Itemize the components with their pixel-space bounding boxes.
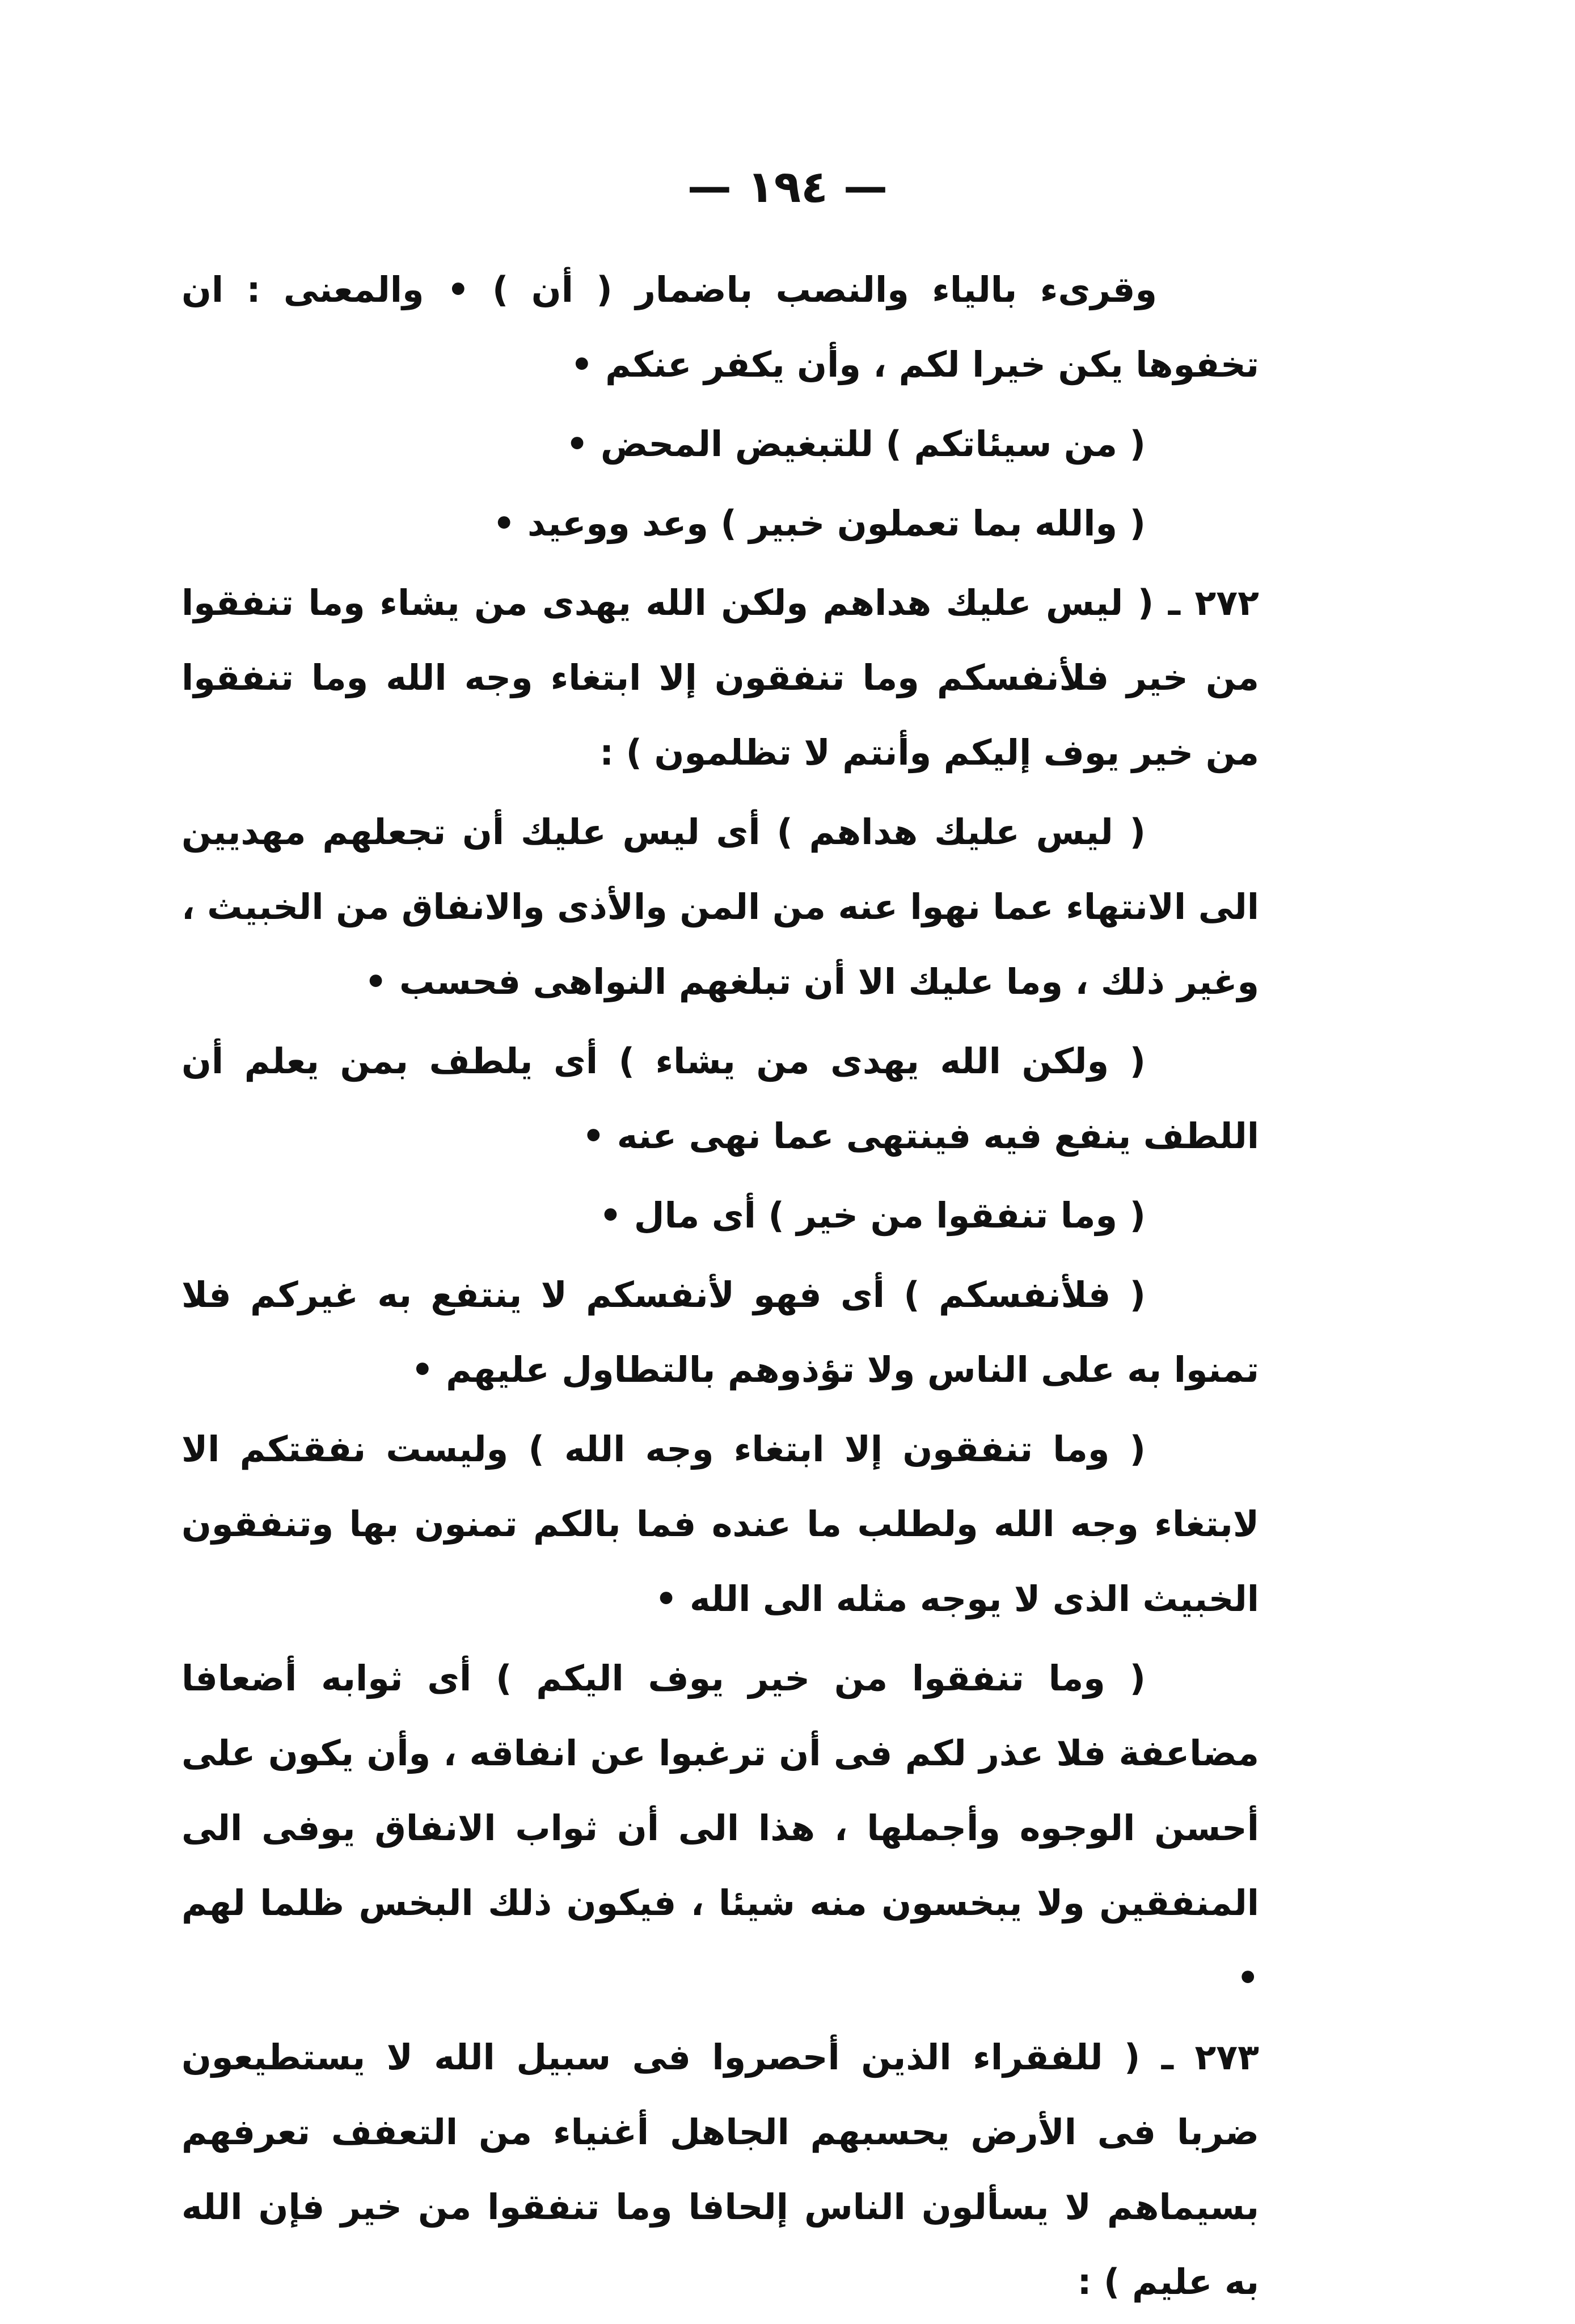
paragraph: ( فلأنفسكم ) أى فهو لأنفسكم لا ينتفع به غيركم فلا تمنوا به على الناس ولا تؤذوهم بالتطاول عليهم • — [181, 1274, 1259, 1390]
paragraph: ( وما تنفقوا من خير ) أى مال • — [599, 1195, 1146, 1236]
body-text — [181, 252, 1259, 2324]
verse-paragraph: ٢٧٣ ـ ( للفقراء الذين أحصروا فى سبيل الله لا يستطيعون ضربا فى الأرض يحسبهم الجاهل أغنياء من التعفف تعرفهم بسيماهم لا يسألون الناس إلحافا وما تنفقوا من خير فإن الله به عليم ) : — [181, 2036, 1259, 2302]
paragraph: ( من سيئاتكم ) للتبغيض المحض • — [565, 423, 1146, 465]
paragraph: ( وما تنفقوا من خير يوف اليكم ) أى ثوابه أضعافا مضاعفة فلا عذر لكم فى أن ترغبوا عن انفاقه ، وأن يكون على أحسن الوجوه وأجملها ، هذا الى أن ثواب الانفاق يوفى الى المنفقين ولا يبخسون منه شيئا ، فيكون ذلك البخس ظلما لهم • — [181, 1657, 1259, 1998]
paragraph: وقرىء بالياء والنصب باضمار ( أن ) • والمعنى : ان تخفوها يكن خيرا لكم ، وأن يكفر عنكم • — [181, 269, 1259, 385]
paragraph: ( والله بما تعملون خبير ) وعد ووعيد • — [492, 503, 1146, 544]
verse-paragraph: ٢٧٢ ـ ( ليس عليك هداهم ولكن الله يهدى من يشاء وما تنفقوا من خير فلأنفسكم وما تنفقون إلا ابتغاء وجه الله وما تنفقوا من خير يوف إليكم وأنتم لا تظلمون ) : — [181, 582, 1259, 773]
page-number: — ١٩٤ — — [687, 162, 888, 213]
paragraph: ( وما تنفقون إلا ابتغاء وجه الله ) وليست نفقتكم الا لابتغاء وجه الله ولطلب ما عنده فما بالكم تمنون بها وتنفقون الخبيث الذى لا يوجه مثله الى الله • — [181, 1428, 1259, 1619]
paragraph: ( ليس عليك هداهم ) أى ليس عليك أن تجعلهم مهديين الى الانتهاء عما نهوا عنه من المن والأذى والانفاق من الخبيث ، وغير ذلك ، وما عليك الا أن تبلغهم النواهى فحسب • — [181, 811, 1259, 1002]
paragraph: ( ولكن الله يهدى من يشاء ) أى يلطف بمن يعلم أن اللطف ينفع فيه فينتهى عما نهى عنه • — [181, 1040, 1259, 1157]
